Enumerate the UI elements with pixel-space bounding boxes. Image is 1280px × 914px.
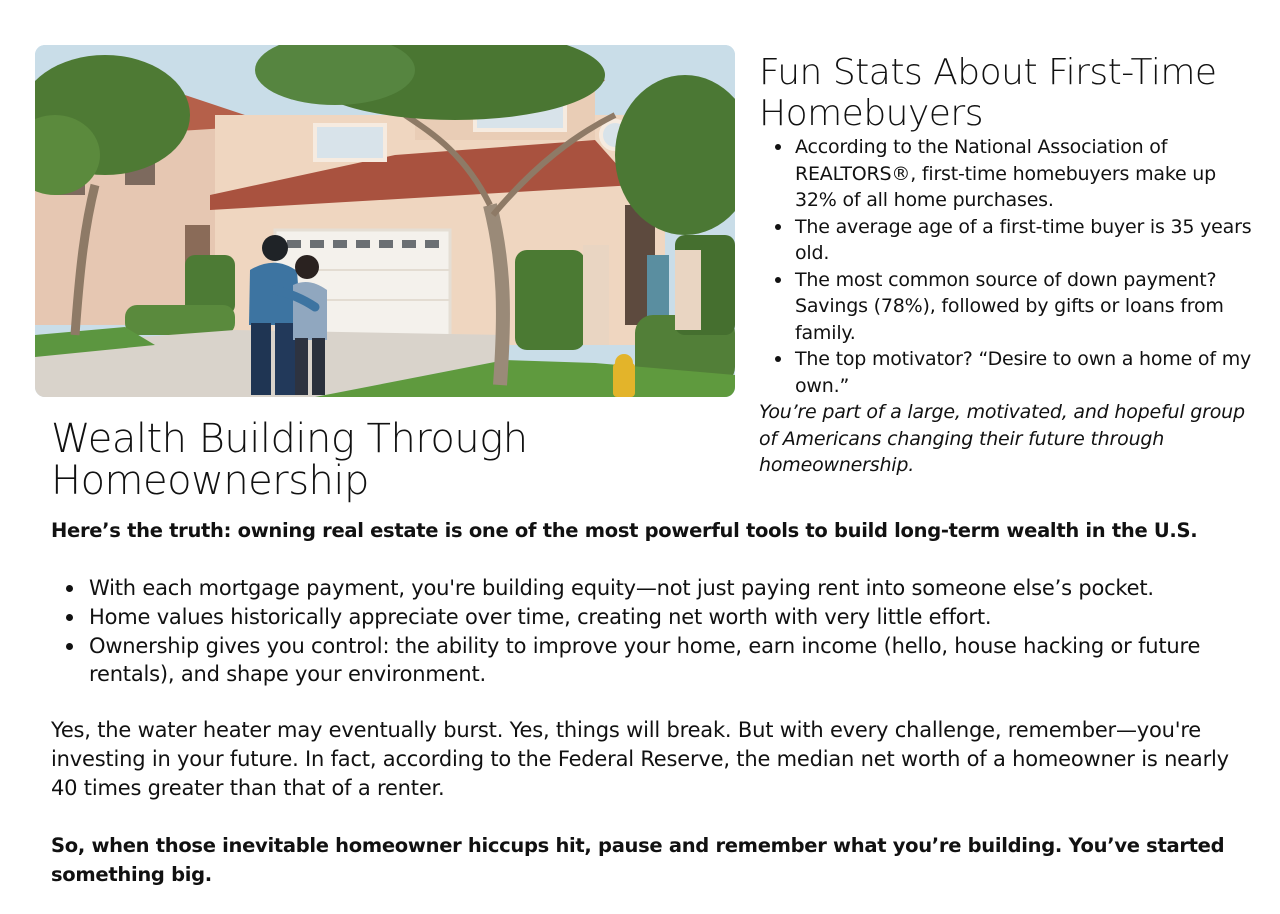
house-photo (35, 45, 735, 397)
stats-section (759, 52, 1259, 479)
stats-title: Fun Stats About First-Time Homebuyers (759, 52, 1217, 134)
benefits-list (51, 574, 1251, 689)
list-item: According to the National Association of REALTORS®, first-time homebuyers make up 32% of all home purchases. (759, 134, 1259, 214)
list-item: The average age of a first-time buyer is 35 years old. (759, 214, 1259, 267)
list-item: Ownership gives you control: the ability to improve your home, earn income (hello, house hacking or future rentals), and shape your environment. (51, 632, 1251, 690)
list-item: Home values historically appreciate over time, creating net worth with very little effort. (51, 603, 1251, 632)
stats-list (759, 134, 1259, 399)
list-item: The most common source of down payment? Savings (78%), followed by gifts or loans from family. (759, 267, 1259, 347)
intro-text: Here’s the truth: owning real estate is one of the most powerful tools to build long-term wealth in the U.S. (51, 519, 1198, 542)
list-item: The top motivator? “Desire to own a home of my own.” (759, 346, 1259, 399)
closing-text: So, when those inevitable homeowner hiccups hit, pause and remember what you’re building. You’ve started something big. (51, 834, 1225, 886)
stats-note: You’re part of a large, motivated, and hopeful group of Americans changing their future through homeownership. (759, 401, 1245, 476)
list-item: With each mortgage payment, you're building equity—not just paying rent into someone else’s pocket. (51, 574, 1251, 603)
body-paragraph: Yes, the water heater may eventually burst. Yes, things will break. But with every challenge, remember—you're investing in your future. In fact, according to the Federal Reserve, the median net worth of a homeowner is nearly 40 times greater than that of a renter. (51, 718, 1229, 800)
page-title: Wealth Building Through Homeownership (51, 416, 528, 504)
